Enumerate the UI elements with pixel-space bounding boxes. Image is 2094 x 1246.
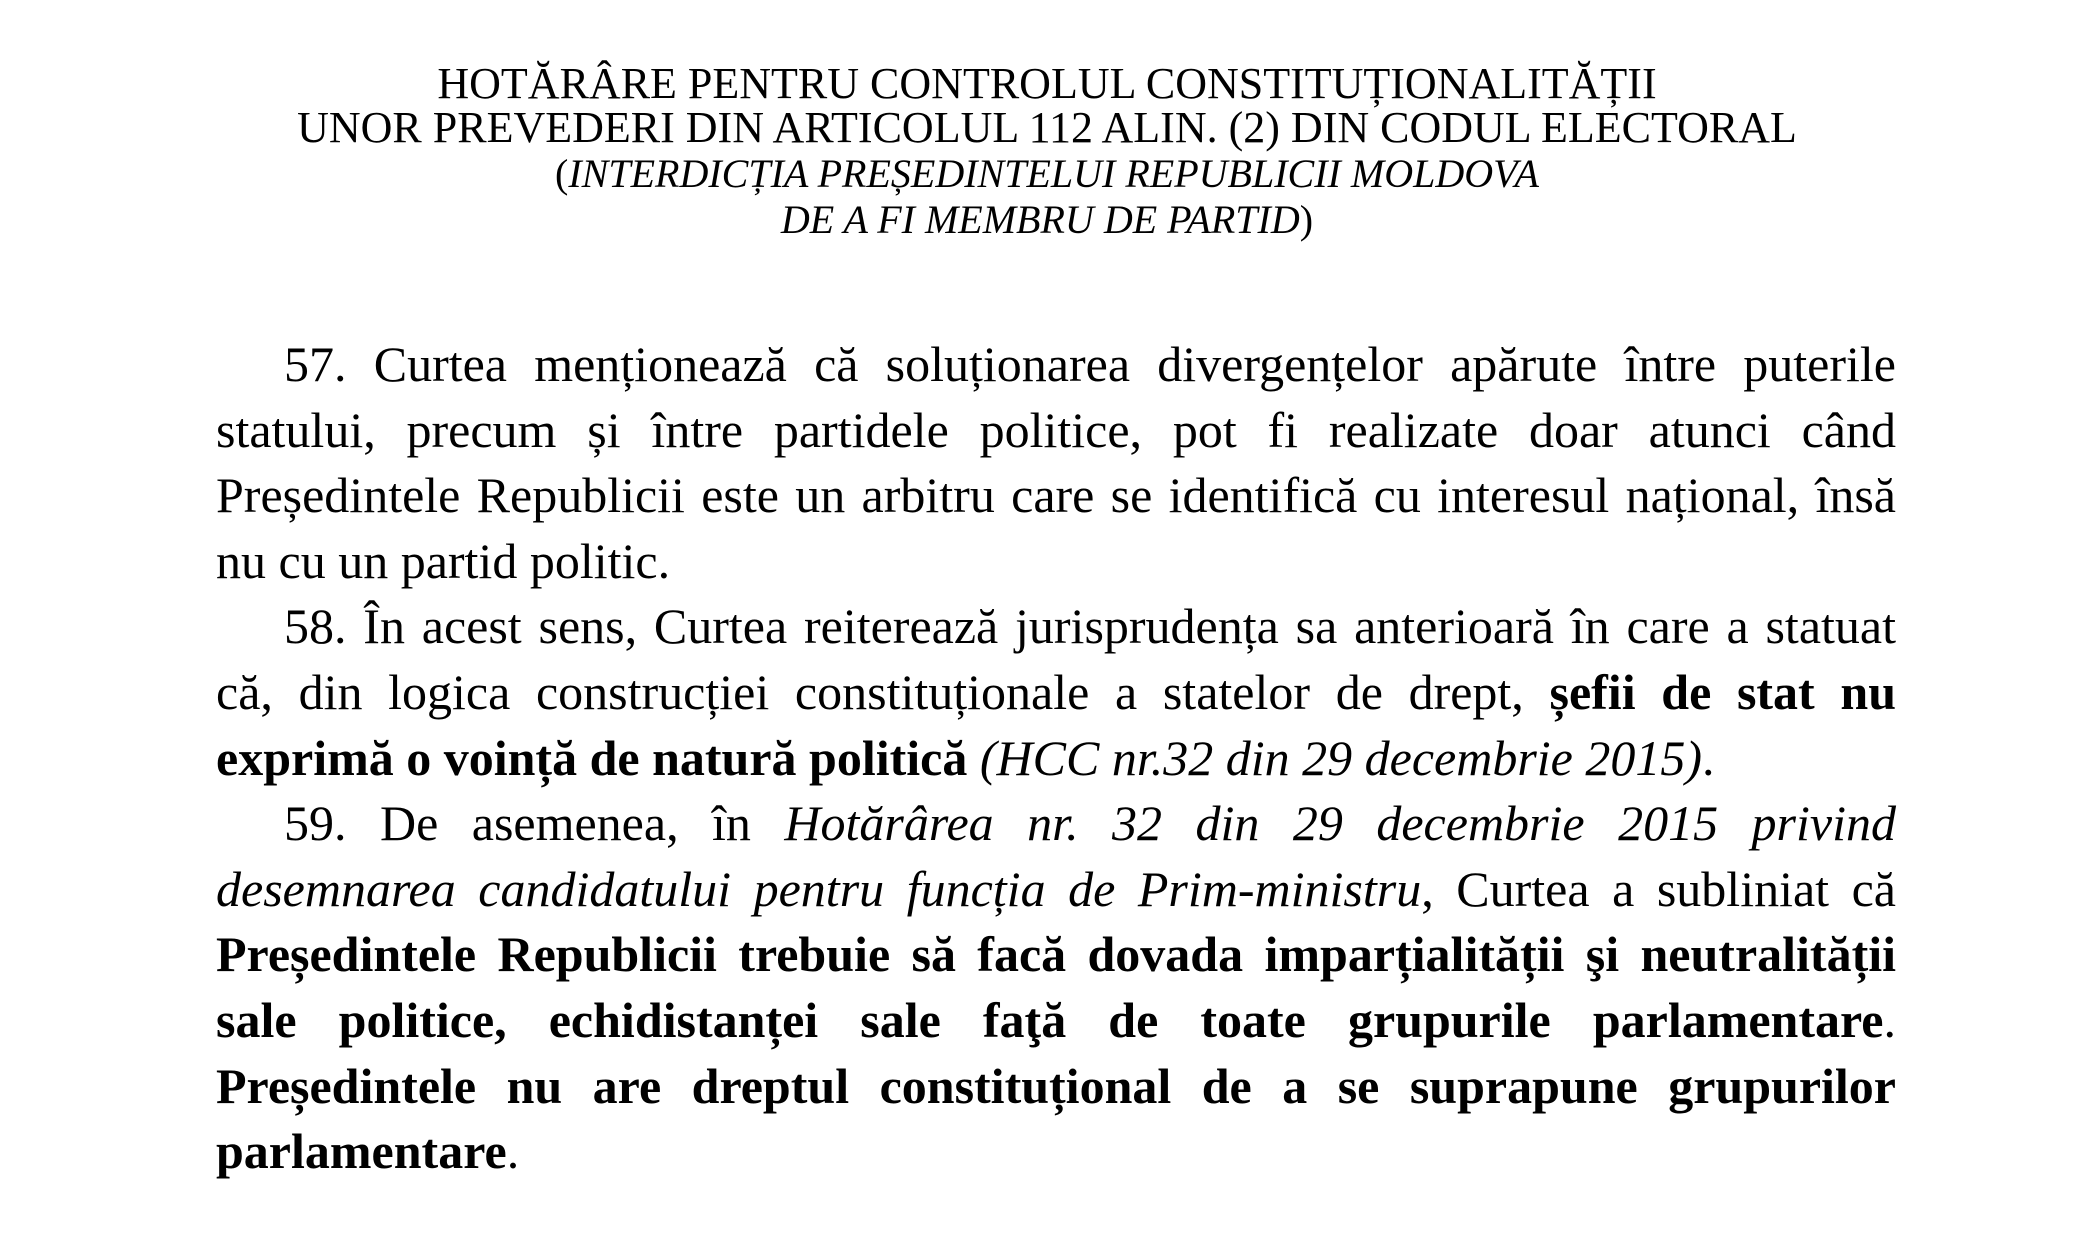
subtitle-close-paren: ) [1299, 197, 1314, 242]
paragraph-58-text-3: . [1702, 729, 1715, 786]
paragraph-59-bold-2: Președintele nu are dreptul constituțional de a se suprapune grupurilor parlamentare [216, 1057, 1896, 1180]
paragraph-59-text-3: . [1883, 991, 1896, 1048]
subtitle-text-2: DE A FI MEMBRU DE PARTID [780, 197, 1300, 242]
header-title-line-2: UNOR PREVEDERI DIN ARTICOLUL 112 ALIN. (2) DIN CODUL ELECTORAL [297, 103, 1797, 152]
paragraph-58-citation: (HCC nr.32 din 29 decembrie 2015) [979, 729, 1703, 786]
paragraph-58-text-1: 58. În acest sens, Curtea reiterează jurisprudența sa anterioară în care a statuat că, din logica construcției constituționale a statelor de drept, [216, 598, 1896, 720]
document-body [216, 332, 1896, 1185]
paragraph-59-bold-1: Președintele Republicii trebuie să facă dovada imparțialității şi neutralității sale politice, echidistanței sale faţă de toate grupurile parlamentare [216, 926, 1896, 1048]
paragraph-59-text-1: 59. De asemenea, în [284, 795, 785, 852]
paragraph-59-text-2: , Curtea a subliniat că [1421, 860, 1896, 917]
document-header [0, 59, 2094, 242]
paragraph-59-citation: Hotărârea nr. 32 din 29 decembrie 2015 privind desemnarea candidatului pentru funcția de Prim-ministru [216, 795, 1896, 917]
header-subtitle-line-2 [0, 197, 2094, 242]
paragraph-57 [216, 332, 1896, 594]
subtitle-open-paren: ( [555, 151, 569, 196]
paragraph-58-bold: șefii de stat nu exprimă o voință de natură politică [216, 663, 1896, 786]
paragraph-59-text-4: . [506, 1123, 520, 1180]
paragraph-58-text-2 [967, 730, 980, 786]
header-subtitle-line-1 [0, 151, 2094, 196]
paragraph-58 [216, 594, 1896, 791]
paragraph-57-text: 57. Curtea menționează că soluționarea divergențelor apărute între puterile statului, precum și între partidele politice, pot fi realizate doar atunci când Președintele Republicii este un arbitru care se identifică cu interesul național, însă nu cu un partid politic. [216, 336, 1896, 589]
paragraph-59 [216, 791, 1896, 1185]
header-title-line-1: HOTĂRÂRE PENTRU CONTROLUL CONSTITUȚIONALITĂȚII [437, 59, 1657, 108]
subtitle-text-1: INTERDICȚIA PREȘEDINTELUI REPUBLICII MOLDOVA [568, 151, 1539, 196]
